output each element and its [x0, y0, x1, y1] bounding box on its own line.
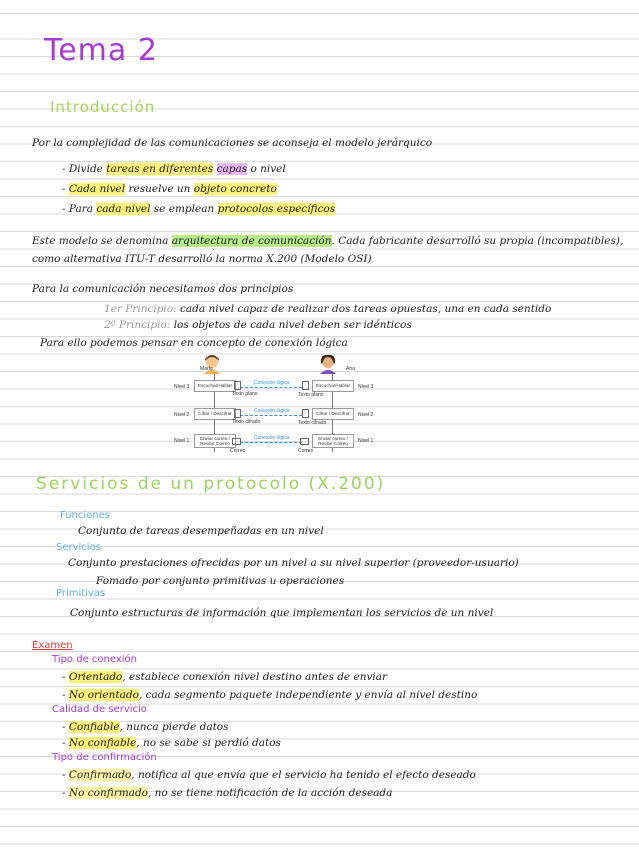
section-heading-intro: Introducción [50, 98, 156, 116]
mail-icon [300, 438, 309, 445]
layer-box: Escuchar/Hablar [194, 380, 236, 392]
level-label: Nivel 2 [174, 412, 190, 418]
section-heading-services: Servicios de un protocolo (X.200) [36, 474, 386, 494]
intro-bullet: - Para cada nivel se emplean protocolos específicos [62, 203, 336, 215]
level-label: Nivel 3 [358, 384, 374, 390]
person-right-icon [318, 354, 338, 374]
document-icon [302, 409, 309, 418]
document-icon [302, 381, 309, 390]
exam-item: - Confiable, nunca pierde datos [62, 721, 229, 733]
logical-link-label: Conexión lógica [254, 380, 290, 386]
object-label: Texto cifrado [298, 420, 327, 426]
term-definition-sub: Fomado por conjunto primitivas u operaciones [96, 575, 345, 587]
term-label-funciones: Funciones [60, 510, 110, 521]
logical-link-arrow [240, 442, 302, 443]
osi-layers-diagram [168, 352, 380, 460]
layer-box: Enviar correo / Recibir Correo [194, 434, 236, 448]
term-definition: Conjunto prestaciones ofrecidas por un nivel a su nivel superior (proveedor-usuario) [68, 557, 519, 569]
logical-link-label: Conexión lógica [254, 408, 290, 414]
exam-item: - Confirmado, notifica al que envía que el servicio ha tenido el efecto deseado [62, 769, 476, 781]
level-label: Nivel 1 [174, 438, 190, 444]
intro-line: Por la complejidad de las comunicaciones se aconseja el modelo jerárquico [32, 137, 433, 149]
exam-item: - Orientado, establece conexión nivel destino antes de enviar [62, 671, 388, 683]
object-label: Correo [230, 448, 246, 454]
exam-item: - No confirmado, no se tiene notificación de la acción deseada [62, 787, 393, 799]
page-title: Tema 2 [44, 33, 158, 68]
logical-link-arrow [240, 415, 302, 416]
object-label: Texto cifrado [232, 419, 261, 425]
exam-item: - No orientado, cada segmento paquete independiente y envía al nivel destino [62, 689, 478, 701]
layer-box: Cifrar / Descifrar [312, 408, 354, 420]
logical-link-arrow [240, 387, 302, 388]
term-definition: Conjunto estructuras de información que implementan los servicios de un nivel [70, 607, 494, 619]
subheading-confirmacion: Tipo de confirmación [52, 752, 157, 763]
document-icon [234, 381, 241, 390]
document-icon [234, 409, 241, 418]
left-person-name: Marta [200, 366, 213, 372]
object-label: Texto plano [298, 392, 324, 398]
level-label: Nivel 3 [174, 384, 190, 390]
subheading-calidad: Calidad de servicio [52, 704, 147, 715]
layer-box: Cifrar / Descifrar [194, 408, 236, 420]
level-label: Nivel 2 [358, 412, 374, 418]
concept-line: Para ello podemos pensar en concepto de conexión lógica [40, 337, 348, 349]
level-label: Nivel 1 [358, 438, 374, 444]
term-definition: Conjunto de tareas desempeñadas en un nivel [78, 525, 324, 537]
exam-item: - No confiable, no se sabe si perdió datos [62, 737, 281, 749]
logical-link-label: Conexión lógica [254, 435, 290, 441]
object-label: Correo [298, 448, 314, 454]
term-label-servicios: Servicios [56, 542, 101, 553]
layer-box: Escuchar/Hablar [312, 380, 354, 392]
principle-1: 1er Principio: cada nivel capaz de realizar dos tareas opuestas, una en cada sentido [104, 303, 552, 315]
exam-label: Examen [32, 640, 73, 651]
object-label: Texto plano [232, 391, 258, 397]
term-label-primitivas: Primitivas [56, 588, 106, 599]
layer-box: Enviar correo / Recibir Correo [312, 434, 354, 448]
principle-2: 2º Principio: los objetos de cada nivel deben ser idénticos [104, 319, 412, 331]
right-person-name: Ana [346, 366, 355, 372]
intro-bullet: - Divide tareas en diferentes capas o nivel [62, 163, 286, 175]
principles-intro: Para la comunicación necesitamos dos principios [32, 283, 294, 295]
architecture-line-2: como alternativa ITU-T desarrolló la norma X.200 (Modelo OSI) [32, 253, 372, 265]
architecture-line: Este modelo se denomina arquitectura de comunicación. Cada fabricante desarrolló su propia (incompatibles), [32, 235, 624, 247]
mail-icon [232, 438, 241, 445]
intro-bullet: - Cada nivel resuelve un objeto concreto [62, 183, 277, 195]
subheading-tipo-conexion: Tipo de conexión [52, 654, 137, 665]
